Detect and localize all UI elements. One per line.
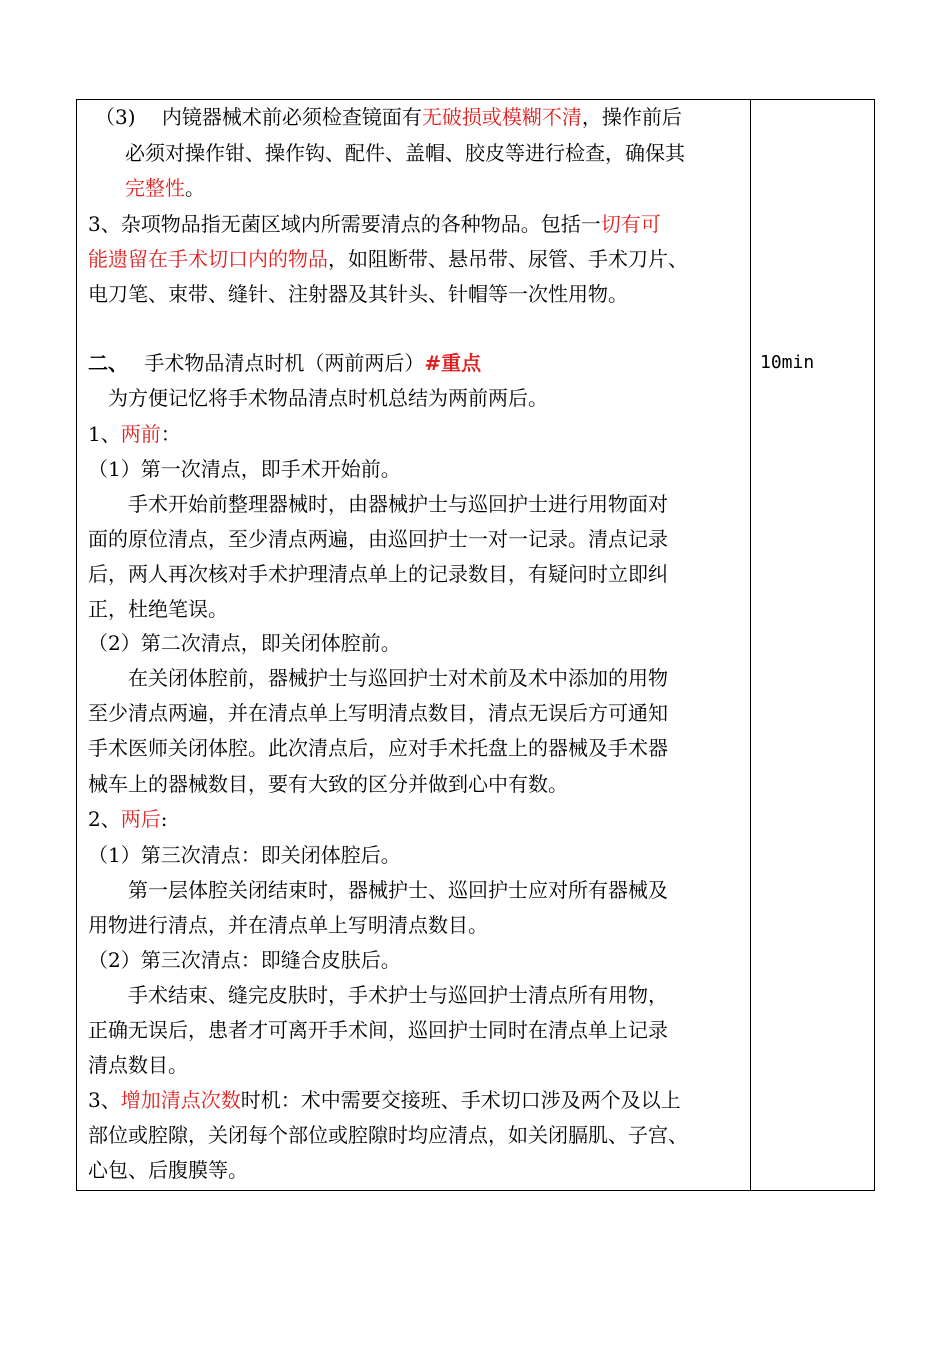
text-run: 手术开始前整理器械时，由器械护士与巡回护士进行用物面对 <box>88 492 668 516</box>
text-run: 清点数目。 <box>88 1053 188 1077</box>
text-run: 第一层体腔关闭结束时，器械护士、巡回护士应对所有器械及 <box>88 878 668 902</box>
highlighted-text: 增加清点次数 <box>120 1088 241 1112</box>
column-divider <box>750 99 751 1191</box>
text-run: 2、 <box>88 807 121 831</box>
text-run: 手术结束、缝完皮肤时，手术护士与巡回护士清点所有用物， <box>88 983 668 1007</box>
summary-line <box>88 385 548 411</box>
text-run: 面的原位清点，至少清点两遍，由巡回护士一对一记录。清点记录 <box>88 527 668 551</box>
count-1-body4 <box>88 596 228 622</box>
count-2-body1 <box>88 665 668 691</box>
highlighted-text: #重点 <box>424 351 482 375</box>
item-3-line3 <box>125 175 205 201</box>
text-run: 正，杜绝笔误。 <box>88 597 228 621</box>
time-cell: 10min <box>760 352 815 373</box>
highlighted-text: 两后 <box>120 807 161 831</box>
count-1-body3 <box>88 561 668 587</box>
text-run: 1、 <box>88 422 121 446</box>
highlighted-text: 切有可 <box>600 212 661 236</box>
text-run: 电刀笔、束带、缝针、注射器及其针头、针帽等一次性用物。 <box>88 282 628 306</box>
highlighted-text: 完整性 <box>125 176 185 200</box>
item-3-line1 <box>95 104 682 130</box>
text-run: （2）第三次清点：即缝合皮肤后。 <box>88 948 401 972</box>
highlighted-text: 两前 <box>120 422 161 446</box>
count-4-body3 <box>88 1052 188 1078</box>
text-run: 二、 <box>88 351 118 375</box>
text-run: 后，两人再次核对手术护理清点单上的记录数目，有疑问时立即纠 <box>88 562 668 586</box>
extra-count-line2 <box>88 1122 688 1148</box>
count-2-body4 <box>88 771 568 797</box>
text-run: ，操作前后 <box>581 105 682 129</box>
count-1-body1 <box>88 491 668 517</box>
text-run: : <box>160 807 168 831</box>
count-2-body2 <box>88 700 668 726</box>
text-run: 必须对操作钳、操作钩、配件、盖帽、胶皮等进行检查，确保其 <box>125 141 685 165</box>
text-run: （3) 内镜器械术前必须检查镜面有 <box>95 105 422 129</box>
count-4-title <box>88 947 401 973</box>
text-run: 手术物品清点时机（两前两后） <box>118 351 425 375</box>
text-run: 械车上的器械数目，要有大致的区分并做到心中有数。 <box>88 772 568 796</box>
count-2-title <box>88 630 401 656</box>
text-run: 时机：术中需要交接班、手术切口涉及两个及以上 <box>240 1088 681 1112</box>
count-3-body2 <box>88 912 488 938</box>
misc-line3 <box>88 281 628 307</box>
text-run: 3、 <box>88 1088 121 1112</box>
highlighted-text: 能遗留在手术切口内的物品 <box>88 247 328 271</box>
text-run: 手术医师关闭体腔。此次清点后，应对手术托盘上的器械及手术器 <box>88 736 668 760</box>
text-run: （2）第二次清点，即关闭体腔前。 <box>88 631 401 655</box>
extra-count-line3 <box>88 1157 248 1183</box>
count-3-body1 <box>88 877 668 903</box>
extra-count-line1 <box>88 1087 681 1113</box>
text-run: ，如阻断带、悬吊带、尿管、手术刀片、 <box>328 247 688 271</box>
two-before-heading <box>88 421 181 447</box>
section-2-heading <box>88 350 481 376</box>
text-run: 心包、后腹膜等。 <box>88 1158 248 1182</box>
count-3-title <box>88 842 401 868</box>
two-after-heading <box>88 806 167 832</box>
misc-line2 <box>88 246 688 272</box>
count-4-body2 <box>88 1017 668 1043</box>
highlighted-text: 无破损或模糊不清 <box>421 105 582 129</box>
misc-line1 <box>88 211 661 237</box>
text-run: 至少清点两遍，并在清点单上写明清点数目，清点无误后方可通知 <box>88 701 668 725</box>
text-run: 用物进行清点，并在清点单上写明清点数目。 <box>88 913 488 937</box>
text-run: 。 <box>185 176 205 200</box>
item-3-line2 <box>125 140 685 166</box>
text-run: 正确无误后，患者才可离开手术间，巡回护士同时在清点单上记录 <box>88 1018 668 1042</box>
text-run: 为方便记忆将手术物品清点时机总结为两前两后。 <box>88 386 548 410</box>
text-run: ： <box>160 422 181 446</box>
count-1-body2 <box>88 526 668 552</box>
count-4-body1 <box>88 982 668 1008</box>
count-2-body3 <box>88 735 668 761</box>
count-1-title <box>88 456 401 482</box>
text-run: 部位或腔隙，关闭每个部位或腔隙时均应清点，如关闭膈肌、子宫、 <box>88 1123 688 1147</box>
text-run: 3、杂项物品指无菌区域内所需要清点的各种物品。包括一 <box>88 212 601 236</box>
text-run: 在关闭体腔前，器械护士与巡回护士对术前及术中添加的用物 <box>88 666 668 690</box>
text-run: （1）第三次清点：即关闭体腔后。 <box>88 843 401 867</box>
text-run: （1）第一次清点，即手术开始前。 <box>88 457 401 481</box>
